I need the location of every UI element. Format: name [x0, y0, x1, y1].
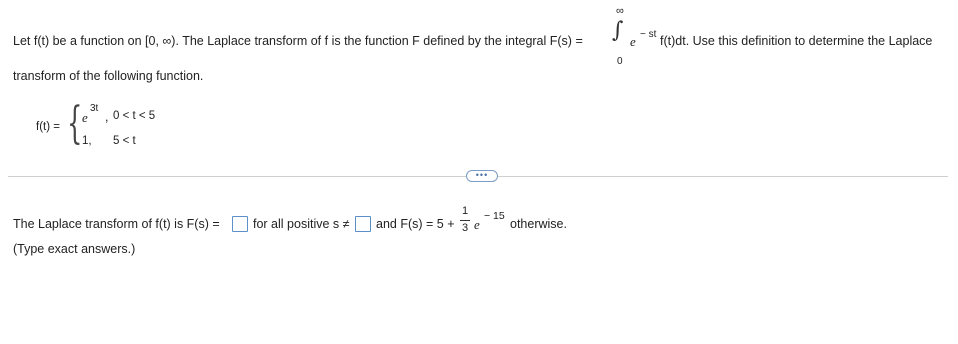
answer-note: (Type exact answers.) [13, 242, 136, 256]
integral-lower-limit: 0 [617, 56, 623, 67]
fraction-numerator: 1 [462, 205, 469, 217]
integral-upper-limit: ∞ [616, 5, 624, 17]
integrand-exponent: − st [640, 29, 657, 40]
more-options-button[interactable]: ••• [466, 170, 498, 182]
integrand-e: e [630, 34, 636, 49]
piecewise-case1-separator: , [105, 110, 109, 124]
piecewise-lhs: f(t) = [36, 121, 60, 133]
answer-suffix-start: and F(s) = 5 + [376, 217, 455, 231]
answer-input-fs[interactable] [232, 216, 248, 232]
piecewise-case1-base: e [82, 110, 88, 125]
integral-sign-icon: ∫ [612, 18, 624, 43]
question-line1-suffix: f(t)dt. Use this definition to determine the Laplace [660, 34, 933, 48]
piecewise-case1-condition: 0 < t < 5 [113, 110, 156, 122]
piecewise-brace: { [67, 98, 83, 149]
answer-middle: for all positive s ≠ [253, 217, 350, 231]
piecewise-case1-exponent: 3t [90, 103, 99, 114]
answer-exp-power: − 15 [484, 210, 505, 222]
answer-suffix-end: otherwise. [510, 217, 567, 231]
answer-exp-base: e [474, 217, 480, 232]
answer-prefix: The Laplace transform of f(t) is F(s) = [13, 217, 220, 231]
piecewise-case2-condition: 5 < t [113, 135, 136, 147]
fraction-bar [460, 220, 470, 221]
fraction-denominator: 3 [462, 222, 469, 234]
question-line2: transform of the following function. [13, 69, 204, 83]
question-line1-prefix: Let f(t) be a function on [0, ∞). The Laplace transform of f is the function F defined by the integral F(s) = [13, 34, 583, 48]
answer-input-s-excluded[interactable] [355, 216, 371, 232]
piecewise-case2-value: 1, [82, 135, 92, 147]
